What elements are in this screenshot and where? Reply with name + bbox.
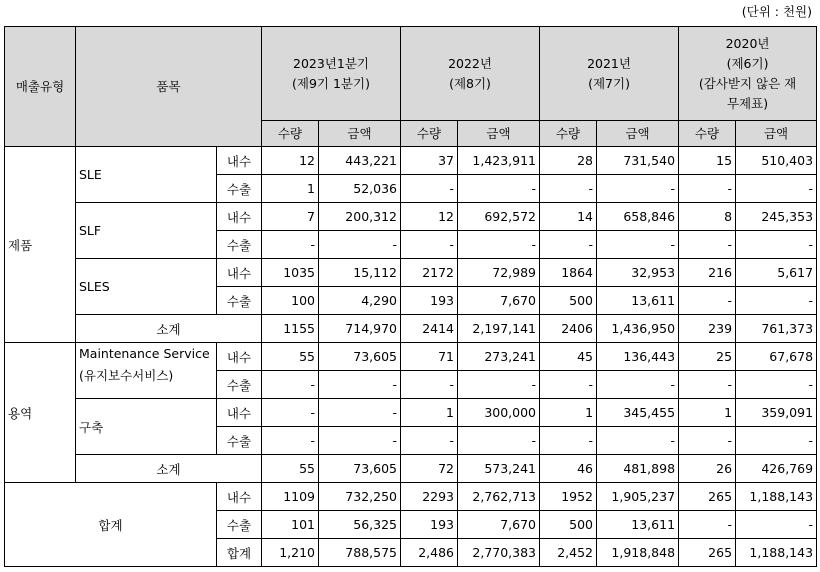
qty-cell: - xyxy=(540,371,597,399)
amount-cell: 443,221 xyxy=(319,147,401,175)
amount-cell: - xyxy=(736,511,817,539)
amount-cell: - xyxy=(597,371,679,399)
qty-cell: - xyxy=(540,175,597,203)
amount-cell: 2,762,713 xyxy=(458,483,540,511)
header-qty: 수량 xyxy=(679,121,736,147)
qty-cell: 2,486 xyxy=(401,539,458,567)
qty-cell: 2406 xyxy=(540,315,597,343)
amount-cell: 658,846 xyxy=(597,203,679,231)
header-period: 2023년1분기 (제9기 1분기) xyxy=(262,27,401,121)
table-row xyxy=(5,203,817,231)
amount-cell: 7,670 xyxy=(458,287,540,315)
kind-label: 수출 xyxy=(217,511,262,539)
header-period: 2022년 (제8기) xyxy=(401,27,540,121)
qty-cell: 15 xyxy=(679,147,736,175)
amount-cell: - xyxy=(458,427,540,455)
header-period: 2020년 (제6기) (감사받지 않은 재무제표) xyxy=(679,27,817,121)
table-row xyxy=(5,399,817,427)
amount-cell: 692,572 xyxy=(458,203,540,231)
amount-cell: 2,197,141 xyxy=(458,315,540,343)
amount-cell: 345,455 xyxy=(597,399,679,427)
kind-label: 수출 xyxy=(217,371,262,399)
header-item: 품목 xyxy=(76,27,262,147)
subtotal-label: 소계 xyxy=(76,455,262,483)
qty-cell: - xyxy=(679,231,736,259)
amount-cell: 359,091 xyxy=(736,399,817,427)
qty-cell: 46 xyxy=(540,455,597,483)
qty-cell: 45 xyxy=(540,343,597,371)
amount-cell: 1,436,950 xyxy=(597,315,679,343)
amount-cell: 510,403 xyxy=(736,147,817,175)
header-amt: 금액 xyxy=(597,121,679,147)
amount-cell: - xyxy=(319,399,401,427)
item-name: SLE xyxy=(76,147,217,203)
qty-cell: - xyxy=(540,427,597,455)
kind-label: 내수 xyxy=(217,399,262,427)
qty-cell: - xyxy=(262,371,319,399)
amount-cell: 788,575 xyxy=(319,539,401,567)
subtotal-label: 소계 xyxy=(76,315,262,343)
table-row xyxy=(5,483,817,511)
qty-cell: 1 xyxy=(401,399,458,427)
item-name: SLF xyxy=(76,203,217,259)
qty-cell: - xyxy=(679,371,736,399)
qty-cell: - xyxy=(679,175,736,203)
qty-cell: 37 xyxy=(401,147,458,175)
kind-label: 내수 xyxy=(217,259,262,287)
kind-label: 내수 xyxy=(217,147,262,175)
qty-cell: - xyxy=(679,287,736,315)
qty-cell: 101 xyxy=(262,511,319,539)
qty-cell: 28 xyxy=(540,147,597,175)
qty-cell: 72 xyxy=(401,455,458,483)
item-name: SLES xyxy=(76,259,217,315)
qty-cell: - xyxy=(401,231,458,259)
amount-cell: 13,611 xyxy=(597,511,679,539)
amount-cell: - xyxy=(736,427,817,455)
amount-cell: 4,290 xyxy=(319,287,401,315)
header-row xyxy=(5,27,817,121)
qty-cell: 2293 xyxy=(401,483,458,511)
sales-type-label: 용역 xyxy=(5,343,76,483)
amount-cell: 1,188,143 xyxy=(736,483,817,511)
header-sales-type: 매출유형 xyxy=(5,27,76,147)
amount-cell: 1,188,143 xyxy=(736,539,817,567)
qty-cell: 1864 xyxy=(540,259,597,287)
amount-cell: - xyxy=(736,175,817,203)
amount-cell: - xyxy=(736,287,817,315)
amount-cell: 1,423,911 xyxy=(458,147,540,175)
table-row xyxy=(5,259,817,287)
qty-cell: 1 xyxy=(540,399,597,427)
qty-cell: 500 xyxy=(540,511,597,539)
total-label: 합계 xyxy=(5,483,217,567)
amount-cell: 56,325 xyxy=(319,511,401,539)
qty-cell: 265 xyxy=(679,539,736,567)
unit-note: (단위 : 천원) xyxy=(741,4,812,19)
qty-cell: 12 xyxy=(262,147,319,175)
sales-table xyxy=(4,26,817,567)
amount-cell: - xyxy=(597,175,679,203)
amount-cell: 2,770,383 xyxy=(458,539,540,567)
qty-cell: 100 xyxy=(262,287,319,315)
amount-cell: 136,443 xyxy=(597,343,679,371)
qty-cell: 71 xyxy=(401,343,458,371)
amount-cell: - xyxy=(458,371,540,399)
amount-cell: 73,605 xyxy=(319,455,401,483)
item-name: 구축 xyxy=(76,399,217,455)
amount-cell: 1,905,237 xyxy=(597,483,679,511)
qty-cell: 7 xyxy=(262,203,319,231)
qty-cell: 1952 xyxy=(540,483,597,511)
amount-cell: 426,769 xyxy=(736,455,817,483)
amount-cell: 15,112 xyxy=(319,259,401,287)
header-amt: 금액 xyxy=(736,121,817,147)
qty-cell: 55 xyxy=(262,455,319,483)
amount-cell: 245,353 xyxy=(736,203,817,231)
qty-cell: - xyxy=(262,399,319,427)
amount-cell: 52,036 xyxy=(319,175,401,203)
qty-cell: - xyxy=(262,231,319,259)
kind-label: 내수 xyxy=(217,203,262,231)
qty-cell: - xyxy=(679,511,736,539)
qty-cell: 1 xyxy=(262,175,319,203)
qty-cell: 8 xyxy=(679,203,736,231)
amount-cell: - xyxy=(319,371,401,399)
amount-cell: - xyxy=(319,427,401,455)
amount-cell: 732,250 xyxy=(319,483,401,511)
qty-cell: 1,210 xyxy=(262,539,319,567)
qty-cell: - xyxy=(401,427,458,455)
qty-cell: 12 xyxy=(401,203,458,231)
qty-cell: - xyxy=(262,427,319,455)
qty-cell: - xyxy=(679,427,736,455)
amount-cell: 481,898 xyxy=(597,455,679,483)
amount-cell: - xyxy=(736,231,817,259)
item-name: Maintenance Service (유지보수서비스) xyxy=(76,343,217,399)
kind-label: 수출 xyxy=(217,175,262,203)
qty-cell: 26 xyxy=(679,455,736,483)
amount-cell: 67,678 xyxy=(736,343,817,371)
header-period: 2021년 (제7기) xyxy=(540,27,679,121)
qty-cell: 239 xyxy=(679,315,736,343)
amount-cell: 5,617 xyxy=(736,259,817,287)
amount-cell: 7,670 xyxy=(458,511,540,539)
header-amt: 금액 xyxy=(458,121,540,147)
header-qty: 수량 xyxy=(262,121,319,147)
table-row xyxy=(5,147,817,175)
amount-cell: - xyxy=(458,175,540,203)
kind-label: 내수 xyxy=(217,483,262,511)
qty-cell: 265 xyxy=(679,483,736,511)
qty-cell: 1 xyxy=(679,399,736,427)
amount-cell: 761,373 xyxy=(736,315,817,343)
sales-type-label: 제품 xyxy=(5,147,76,343)
qty-cell: 193 xyxy=(401,511,458,539)
qty-cell: 14 xyxy=(540,203,597,231)
qty-cell: - xyxy=(401,371,458,399)
qty-cell: 1035 xyxy=(262,259,319,287)
amount-cell: 300,000 xyxy=(458,399,540,427)
kind-label: 내수 xyxy=(217,343,262,371)
kind-label: 합계 xyxy=(217,539,262,567)
amount-cell: 73,605 xyxy=(319,343,401,371)
qty-cell: 1109 xyxy=(262,483,319,511)
qty-cell: - xyxy=(401,175,458,203)
subtotal-row xyxy=(5,315,817,343)
table-row xyxy=(5,343,817,371)
kind-label: 수출 xyxy=(217,231,262,259)
header-qty: 수량 xyxy=(401,121,458,147)
qty-cell: 216 xyxy=(679,259,736,287)
qty-cell: 2,452 xyxy=(540,539,597,567)
qty-cell: 25 xyxy=(679,343,736,371)
kind-label: 수출 xyxy=(217,427,262,455)
qty-cell: - xyxy=(540,231,597,259)
amount-cell: - xyxy=(319,231,401,259)
qty-cell: 2414 xyxy=(401,315,458,343)
amount-cell: - xyxy=(597,427,679,455)
amount-cell: 1,918,848 xyxy=(597,539,679,567)
amount-cell: - xyxy=(736,371,817,399)
kind-label: 수출 xyxy=(217,287,262,315)
amount-cell: 273,241 xyxy=(458,343,540,371)
qty-cell: 500 xyxy=(540,287,597,315)
header-qty: 수량 xyxy=(540,121,597,147)
qty-cell: 1155 xyxy=(262,315,319,343)
qty-cell: 193 xyxy=(401,287,458,315)
amount-cell: - xyxy=(597,231,679,259)
amount-cell: 32,953 xyxy=(597,259,679,287)
amount-cell: 72,989 xyxy=(458,259,540,287)
amount-cell: 200,312 xyxy=(319,203,401,231)
amount-cell: 714,970 xyxy=(319,315,401,343)
amount-cell: - xyxy=(458,231,540,259)
amount-cell: 13,611 xyxy=(597,287,679,315)
qty-cell: 55 xyxy=(262,343,319,371)
header-amt: 금액 xyxy=(319,121,401,147)
amount-cell: 573,241 xyxy=(458,455,540,483)
amount-cell: 731,540 xyxy=(597,147,679,175)
qty-cell: 2172 xyxy=(401,259,458,287)
subtotal-row xyxy=(5,455,817,483)
